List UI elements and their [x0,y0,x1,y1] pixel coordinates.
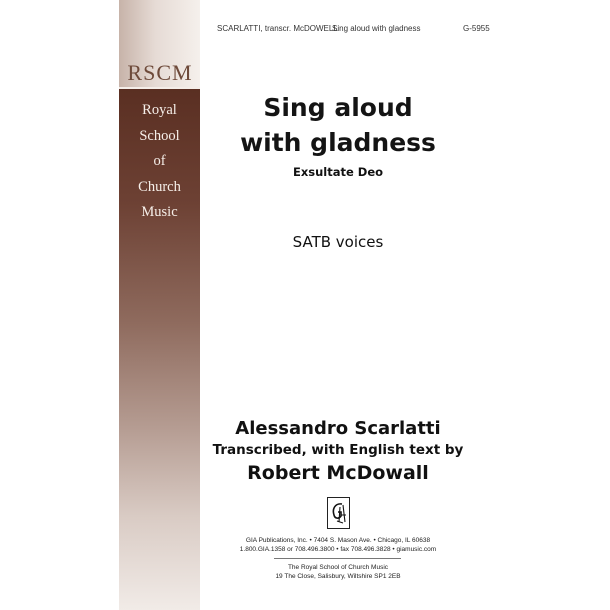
running-header-title: Sing aloud with gladness [332,24,421,33]
gia-logo [327,497,350,529]
page-title [200,90,476,160]
transcriber-name: Robert McDowall [247,462,429,484]
running-header-composer: SCARLATTI, transcr. McDOWELL [217,24,338,33]
rscm-name-line: Royal [142,102,177,118]
copublisher-address: 19 The Close, Salisbury, Wiltshire SP1 2EB [275,573,401,580]
transcription-credit: Transcribed, with English text by [212,442,464,458]
catalog-number: G-5955 [463,24,490,33]
rscm-name-line: Music [141,204,178,220]
composer-name: Alessandro Scarlatti [235,418,441,439]
rscm-logo: RSCM [127,60,193,85]
rscm-name-line: School [139,127,180,144]
title-line: Sing aloud [263,93,413,122]
rscm-name [119,98,200,226]
rscm-name-line: Church [138,178,181,195]
voicing: SATB voices [292,233,384,251]
copublisher-name: The Royal School of Church Music [287,564,389,571]
publisher-address: GIA Publications, Inc. • 7404 S. Mason Ave. • Chicago, IL 60638 [245,537,431,544]
subtitle: Exsultate Deo [292,165,384,179]
publisher-divider [274,558,401,559]
rscm-name-line: of [153,153,166,169]
publisher-contact: 1.800.GIA.1358 or 708.496.3800 • fax 708.496.3828 • giamusic.com [239,546,437,553]
title-line: with gladness [240,128,436,157]
